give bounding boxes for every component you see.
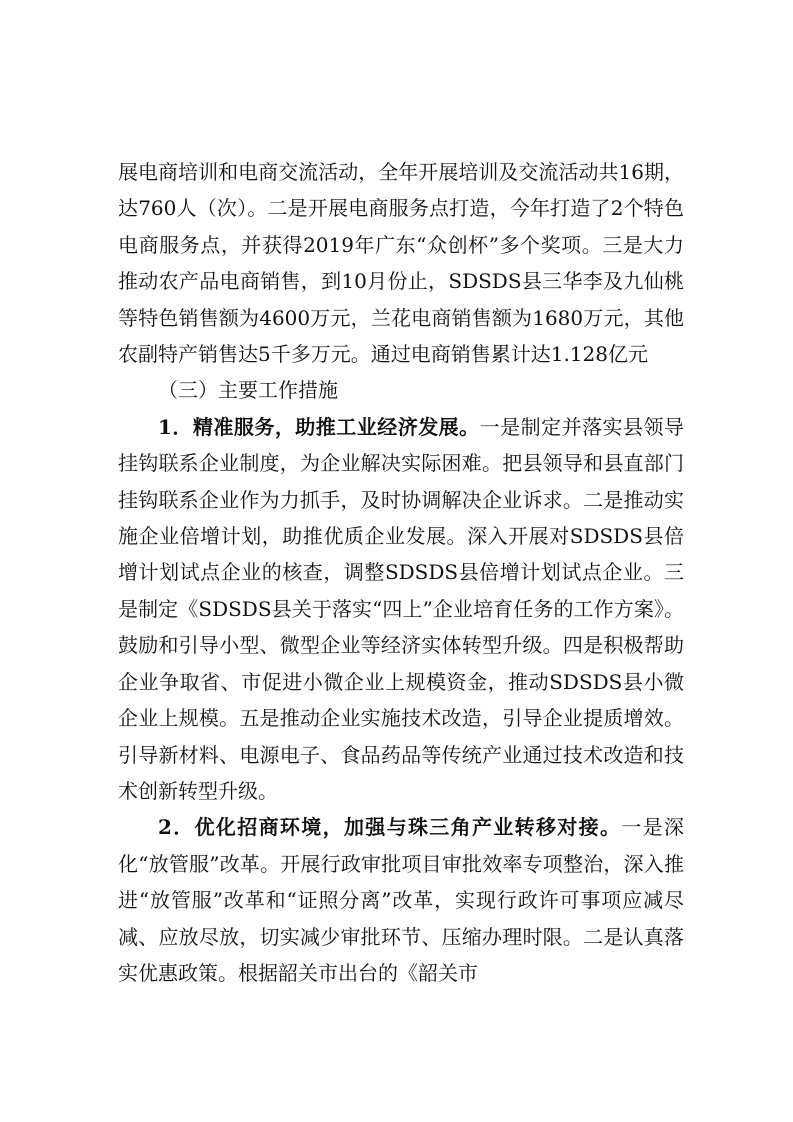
section-heading-main-measures: （三）主要工作措施 xyxy=(158,378,338,403)
paragraph-item-2 xyxy=(118,809,684,991)
item-2-title: 2．优化招商环境，加强与珠三角产业转移对接。 xyxy=(158,815,622,840)
item-1-body: 一是制定并落实县领导挂钩联系企业制度，为企业解决实际困难。把县领导和县直部门挂钩联系企业作为力抓手，及时协调解决企业诉求。二是推动实施企业倍增计划，助推优质企业发展。深入开展对SDSDS县倍增计划试点企业的核查，调整SDSDS县倍增计划试点企业。三是制定《SDSDS县关于落实“四上”企业培育任务的工作方案》。鼓励和引导小型、微型企业等经济实体转型升级。四是积极帮助企业争取省、市促进小微企业上规模资金，推动SDSDS县小微企业上规模。五是推动企业实施技术改造，引导企业提质增效。引导新材料、电源电子、食品药品等传统产业通过技术改造和技术创新转型升级。 xyxy=(118,414,685,803)
item-1-title: 1．精准服务，助推工业经济发展。 xyxy=(158,414,480,439)
document-page xyxy=(118,154,684,991)
paragraph-item-1 xyxy=(118,409,684,809)
item-2-body: 一是深化“放管服”改革。开展行政审批项目审批效率专项整治，深入推进“放管服”改革和“证照分离”改革，实现行政许可事项应减尽减、应放尽放，切实减少审批环节、压缩办理时限。二是认真落实优惠政策。根据韶关市出台的《韶关市 xyxy=(118,815,685,985)
paragraph-ecommerce-results: 展电商培训和电商交流活动，全年开展培训及交流活动共16期，达760人（次）。二是开展电商服务点打造，今年打造了2个特色电商服务点，并获得2019年广东“众创杯”多个奖项。三是大力推动农产品电商销售，到10月份止，SDSDS县三华李及九仙桃等特色销售额为4600万元，兰花电商销售额为1680万元，其他农副特产销售达5千多万元。通过电商销售累计达1.128亿元 xyxy=(118,160,684,367)
